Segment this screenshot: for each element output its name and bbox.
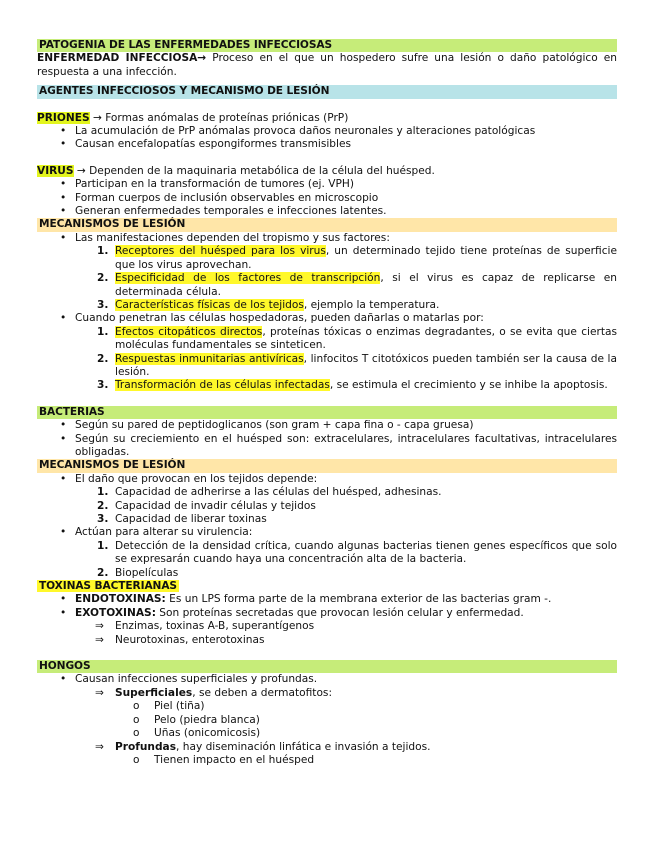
section-title-mecanismos-bacterias: MECANISMOS DE LESIÓN: [37, 459, 617, 472]
list-item: • Actúan para alterar su virulencia:: [37, 526, 617, 539]
list-item: • ENDOTOXINAS: Es un LPS forma parte de la membrana exterior de las bacterias gram -.: [37, 593, 617, 606]
numbered-item: 3. Capacidad de liberar toxinas: [97, 513, 267, 525]
section-title-bacterias: BACTERIAS: [37, 406, 617, 419]
list-item: • Las manifestaciones dependen del tropismo y sus factores:: [37, 232, 617, 245]
list-item: • Participan en la transformación de tumores (ej. VPH): [37, 178, 617, 191]
mecanismos-virus-list-2: [37, 312, 617, 325]
exotoxinas-list: [37, 620, 617, 647]
sub-item: o Pelo (piedra blanca): [37, 714, 617, 727]
list-item: • EXOTOXINAS: Son proteínas secretadas que provocan lesión celular y enfermedad.: [37, 607, 617, 620]
list-item: • Según su pared de peptidoglicanos (son gram + capa fina o - capa gruesa): [37, 419, 617, 432]
term-priones: PRIONES: [37, 111, 90, 124]
mecanismos-bacterias-list-2: [37, 526, 617, 539]
numbered-item: 1. Capacidad de adherirse a las células del huésped, adhesinas.: [97, 486, 442, 499]
term-virus: VIRUS: [37, 164, 74, 177]
virus-heading: VIRUS → Dependen de la maquinaria metabólica de la célula del huésped.: [37, 164, 435, 177]
priones-heading: PRIONES → Formas anómalas de proteínas priónicas (PrP): [37, 111, 349, 124]
hongos-list: [37, 673, 617, 767]
arrow-item: ⇒ Profundas, hay diseminación linfática e invasión a tejidos.: [37, 741, 617, 754]
list-item: • Generan enfermedades temporales e infecciones latentes.: [37, 205, 617, 218]
section-title-hongos: HONGOS: [37, 660, 617, 673]
list-item: • Forman cuerpos de inclusión observables en microscopio: [37, 192, 617, 205]
section-title-toxinas: TOXINAS BACTERIANAS: [39, 580, 177, 593]
section-title-patogenia: PATOGENIA DE LAS ENFERMEDADES INFECCIOSAS: [37, 39, 617, 52]
sub-item: o Piel (tiña): [37, 700, 617, 713]
mecanismos-virus-list: [37, 232, 617, 245]
arrow-item: ⇒ Superficiales, se deben a dermatofitos:: [37, 687, 617, 700]
arrow-item: ⇒ Neurotoxinas, enterotoxinas: [37, 634, 617, 647]
damage-factors-list: [37, 486, 617, 526]
list-item: • Causan encefalopatías espongiformes transmisibles: [37, 138, 617, 151]
virulence-list: [37, 540, 617, 580]
document-page: [37, 39, 617, 767]
list-item: • Según su creciemiento en el huésped son: extracelulares, intracelulares facultativas, intracelulares obligadas.: [37, 433, 617, 460]
numbered-item: 1. Efectos citopáticos directos, proteínas tóxicas o enzimas degradantes, o se evita que ciertas moléculas fundamentales se sinteticen.: [97, 325, 618, 352]
numbered-item: 1. Detección de la densidad crítica, cuando algunas bacterias tienen genes específicos que solo se expresarán cuando haya una concentración alta de la bacteria.: [97, 539, 617, 566]
virus-list: [37, 178, 617, 218]
numbered-item: 2. Capacidad de invadir células y tejidos: [97, 499, 316, 512]
arrow-item: ⇒ Enzimas, toxinas A-B, superantígenos: [37, 620, 617, 633]
bacterias-list: [37, 419, 617, 459]
section-title-agentes: AGENTES INFECCIOSOS Y MECANISMO DE LESIÓN: [37, 85, 617, 98]
priones-list: [37, 125, 617, 152]
numbered-item: 2. Biopelículas: [97, 566, 179, 579]
tropismo-factors-list: [37, 245, 617, 312]
numbered-item: 2. Respuestas inmunitarias antivíricas, linfocitos T citotóxicos pueden también ser la causa de la lesión.: [97, 352, 617, 378]
numbered-item: 1. Receptores del huésped para los virus, un determinado tejido tiene proteínas de superficie que los virus aprovechan.: [97, 245, 617, 271]
numbered-item: 2. Especificidad de los factores de transcripción, si el virus es capaz de replicarse en determinada célula.: [97, 272, 617, 298]
section-title-mecanismos-virus: MECANISMOS DE LESIÓN: [37, 218, 617, 231]
list-item: • Causan infecciones superficiales y profundas.: [37, 673, 617, 686]
definition-enfermedad-infecciosa: ENFERMEDAD INFECCIOSA→ Proceso en el que un hospedero sufre una lesión o daño patológico en respuesta a una infección.: [37, 52, 618, 78]
mecanismos-bacterias-list: [37, 473, 617, 486]
sub-item: o Tienen impacto en el huésped: [37, 754, 617, 767]
list-item: • La acumulación de PrP anómalas provoca daños neuronales y alteraciones patológicas: [37, 125, 617, 138]
term-enfermedad-infecciosa: ENFERMEDAD INFECCIOSA→: [37, 52, 207, 65]
toxinas-list: [37, 593, 617, 620]
sub-item: o Uñas (onicomicosis): [37, 727, 617, 740]
list-item: • Cuando penetran las células hospedadoras, pueden dañarlas o matarlas por:: [37, 312, 617, 325]
damage-list: [37, 326, 617, 393]
numbered-item: 3. Características físicas de los tejidos, ejemplo la temperatura.: [97, 298, 440, 311]
numbered-item: 3. Transformación de las células infectadas, se estimula el crecimiento y se inhibe la apoptosis.: [97, 379, 608, 392]
list-item: • El daño que provocan en los tejidos depende:: [37, 473, 617, 486]
